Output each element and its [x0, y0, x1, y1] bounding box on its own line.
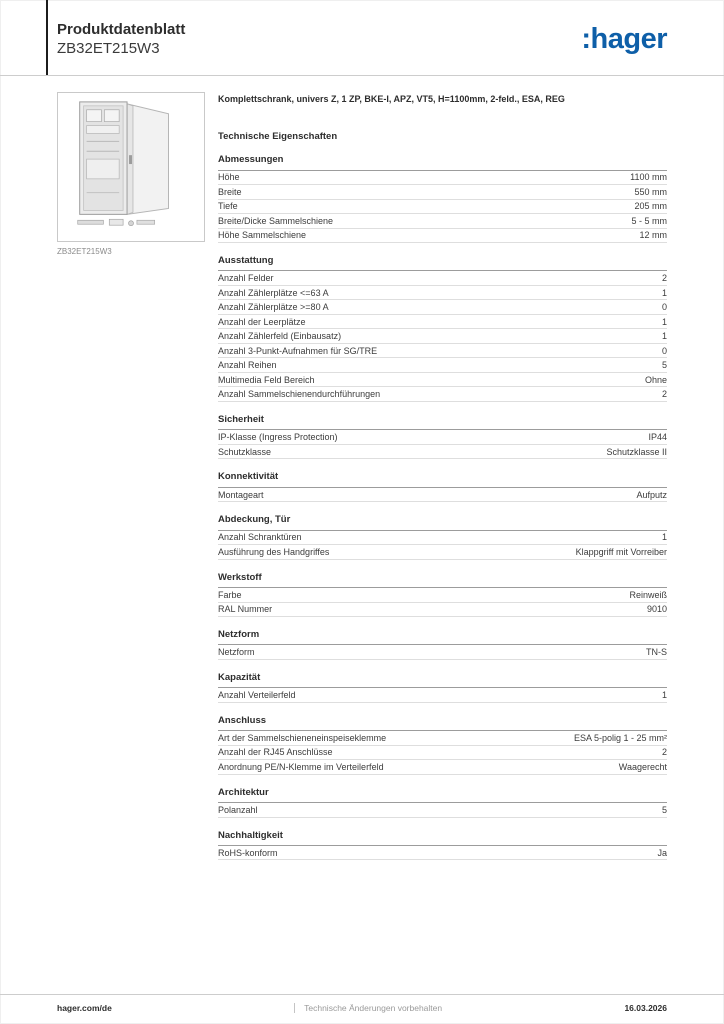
spec-label: Farbe [218, 589, 242, 600]
spec-row [218, 329, 667, 344]
spec-row [218, 300, 667, 315]
spec-section [218, 830, 667, 861]
spec-row [218, 445, 667, 460]
spec-row [218, 286, 667, 301]
spec-value: 0 [661, 345, 667, 356]
spec-label: Ausführung des Handgriffes [218, 546, 330, 557]
spec-value: Schutzklasse II [606, 446, 667, 457]
spec-label: Anzahl der RJ45 Anschlüsse [218, 747, 333, 758]
spec-section-title: Netzform [218, 629, 667, 645]
spec-section [218, 255, 667, 402]
spec-label: Multimedia Feld Bereich [218, 374, 315, 385]
product-image [57, 92, 205, 242]
spec-section [218, 414, 667, 459]
spec-row [218, 645, 667, 660]
spec-value: 1 [661, 690, 667, 701]
spec-value: 12 mm [639, 230, 667, 241]
product-image-column [57, 92, 205, 256]
spec-label: Breite/Dicke Sammelschiene [218, 215, 334, 226]
spec-row [218, 373, 667, 388]
spec-value: Waagerecht [618, 761, 667, 772]
spec-row [218, 588, 667, 603]
spec-label: Anordnung PE/N-Klemme im Verteilerfeld [218, 761, 384, 772]
spec-label: RAL Nummer [218, 604, 273, 615]
spec-value: 1 [661, 287, 667, 298]
spec-label: Breite [218, 186, 242, 197]
spec-label: Anzahl 3-Punkt-Aufnahmen für SG/TRE [218, 345, 378, 356]
spec-row [218, 344, 667, 359]
spec-label: Art der Sammelschieneneinspeiseklemme [218, 732, 387, 743]
spec-label: Netzform [218, 647, 255, 658]
image-caption: ZB32ET215W3 [57, 247, 112, 256]
spec-label: RoHS-konform [218, 847, 278, 858]
spec-section-title: Kapazität [218, 672, 667, 688]
spec-value: 1 [661, 532, 667, 543]
spec-section [218, 572, 667, 617]
spec-row [218, 229, 667, 244]
document-title: Produktdatenblatt [57, 21, 186, 38]
spec-value: IP44 [648, 432, 667, 443]
spec-row [218, 731, 667, 746]
spec-value: 1 [661, 331, 667, 342]
hager-logo: :hager [581, 23, 667, 56]
tech-properties-title: Technische Eigenschaften [218, 130, 338, 142]
spec-section-title: Abdeckung, Tür [218, 514, 667, 530]
spec-row [218, 746, 667, 761]
spec-label: Höhe [218, 172, 240, 183]
spec-value: 9010 [646, 604, 667, 615]
spec-section [218, 629, 667, 660]
spec-value: 5 [661, 804, 667, 815]
spec-section-title: Werkstoff [218, 572, 667, 588]
spec-value: TN-S [646, 647, 667, 658]
spec-row [218, 430, 667, 445]
spec-label: Anzahl Zählerfeld (Einbausatz) [218, 331, 342, 342]
spec-row [218, 387, 667, 402]
spec-section-title: Sicherheit [218, 414, 667, 430]
spec-label: IP-Klasse (Ingress Protection) [218, 432, 338, 443]
spec-section [218, 514, 667, 559]
spec-label: Anzahl Verteilerfeld [218, 690, 296, 701]
spec-label: Anzahl Zählerplätze >=80 A [218, 302, 329, 313]
spec-value: 5 [661, 360, 667, 371]
spec-row [218, 688, 667, 703]
spec-value: 2 [661, 273, 667, 284]
footer [57, 1003, 667, 1013]
spec-value: 1 [661, 316, 667, 327]
spec-value: 550 mm [634, 186, 667, 197]
spec-value: 2 [661, 747, 667, 758]
spec-row [218, 488, 667, 503]
spec-row [218, 358, 667, 373]
spec-value: Ohne [644, 374, 667, 385]
spec-section [218, 154, 667, 243]
footer-notice: Technische Änderungen vorbehalten [294, 1003, 442, 1013]
spec-value: 1100 mm [630, 172, 667, 183]
spec-label: Tiefe [218, 201, 238, 212]
spec-value: ESA 5-polig 1 - 25 mm² [573, 732, 667, 743]
spec-section-title: Anschluss [218, 715, 667, 731]
spec-section-title: Ausstattung [218, 255, 667, 271]
page-fold-mark [46, 0, 48, 76]
spec-value: 2 [661, 389, 667, 400]
spec-section-title: Architektur [218, 787, 667, 803]
spec-label: Anzahl Zählerplätze <=63 A [218, 287, 329, 298]
specifications-column [218, 94, 667, 860]
spec-row [218, 603, 667, 618]
spec-section-title: Abmessungen [218, 154, 667, 170]
spec-label: Anzahl Sammelschienendurchführungen [218, 389, 381, 400]
product-code: ZB32ET215W3 [57, 39, 160, 57]
spec-value: Klappgriff mit Vorreiber [575, 546, 667, 557]
spec-label: Montageart [218, 489, 264, 500]
spec-value: Reinweiß [629, 589, 667, 600]
spec-label: Anzahl Reihen [218, 360, 277, 371]
spec-value: 205 mm [634, 201, 667, 212]
spec-value: Ja [657, 847, 667, 858]
spec-row [218, 171, 667, 186]
spec-label: Polanzahl [218, 804, 258, 815]
header-divider [0, 75, 724, 76]
spec-section-title: Nachhaltigkeit [218, 830, 667, 846]
product-title: Komplettschrank, univers Z, 1 ZP, BKE-I, APZ, VT5, H=1100mm, 2-feld., ESA, REG [218, 94, 565, 104]
spec-row [218, 185, 667, 200]
spec-row [218, 803, 667, 818]
spec-row [218, 200, 667, 215]
spec-section [218, 787, 667, 818]
spec-row [218, 214, 667, 229]
spec-value: 5 - 5 mm [631, 215, 667, 226]
spec-value: Aufputz [636, 489, 667, 500]
spec-label: Anzahl Schranktüren [218, 532, 302, 543]
spec-row [218, 315, 667, 330]
spec-section [218, 672, 667, 703]
spec-row [218, 545, 667, 560]
spec-label: Höhe Sammelschiene [218, 230, 307, 241]
spec-section [218, 715, 667, 775]
cabinet-illustration [58, 93, 204, 241]
spec-row [218, 531, 667, 546]
spec-row [218, 846, 667, 861]
spec-row [218, 760, 667, 775]
footer-divider [0, 994, 724, 995]
spec-value: 0 [661, 302, 667, 313]
spec-sections [218, 154, 667, 860]
footer-date: 16.03.2026 [624, 1003, 667, 1013]
spec-label: Anzahl Felder [218, 273, 274, 284]
header-titles [57, 21, 185, 59]
header [57, 21, 667, 59]
spec-section [218, 471, 667, 502]
spec-section-title: Konnektivität [218, 471, 667, 487]
spec-label: Schutzklasse [218, 446, 272, 457]
footer-site-link[interactable]: hager.com/de [57, 1003, 112, 1013]
spec-label: Anzahl der Leerplätze [218, 316, 306, 327]
spec-row [218, 271, 667, 286]
